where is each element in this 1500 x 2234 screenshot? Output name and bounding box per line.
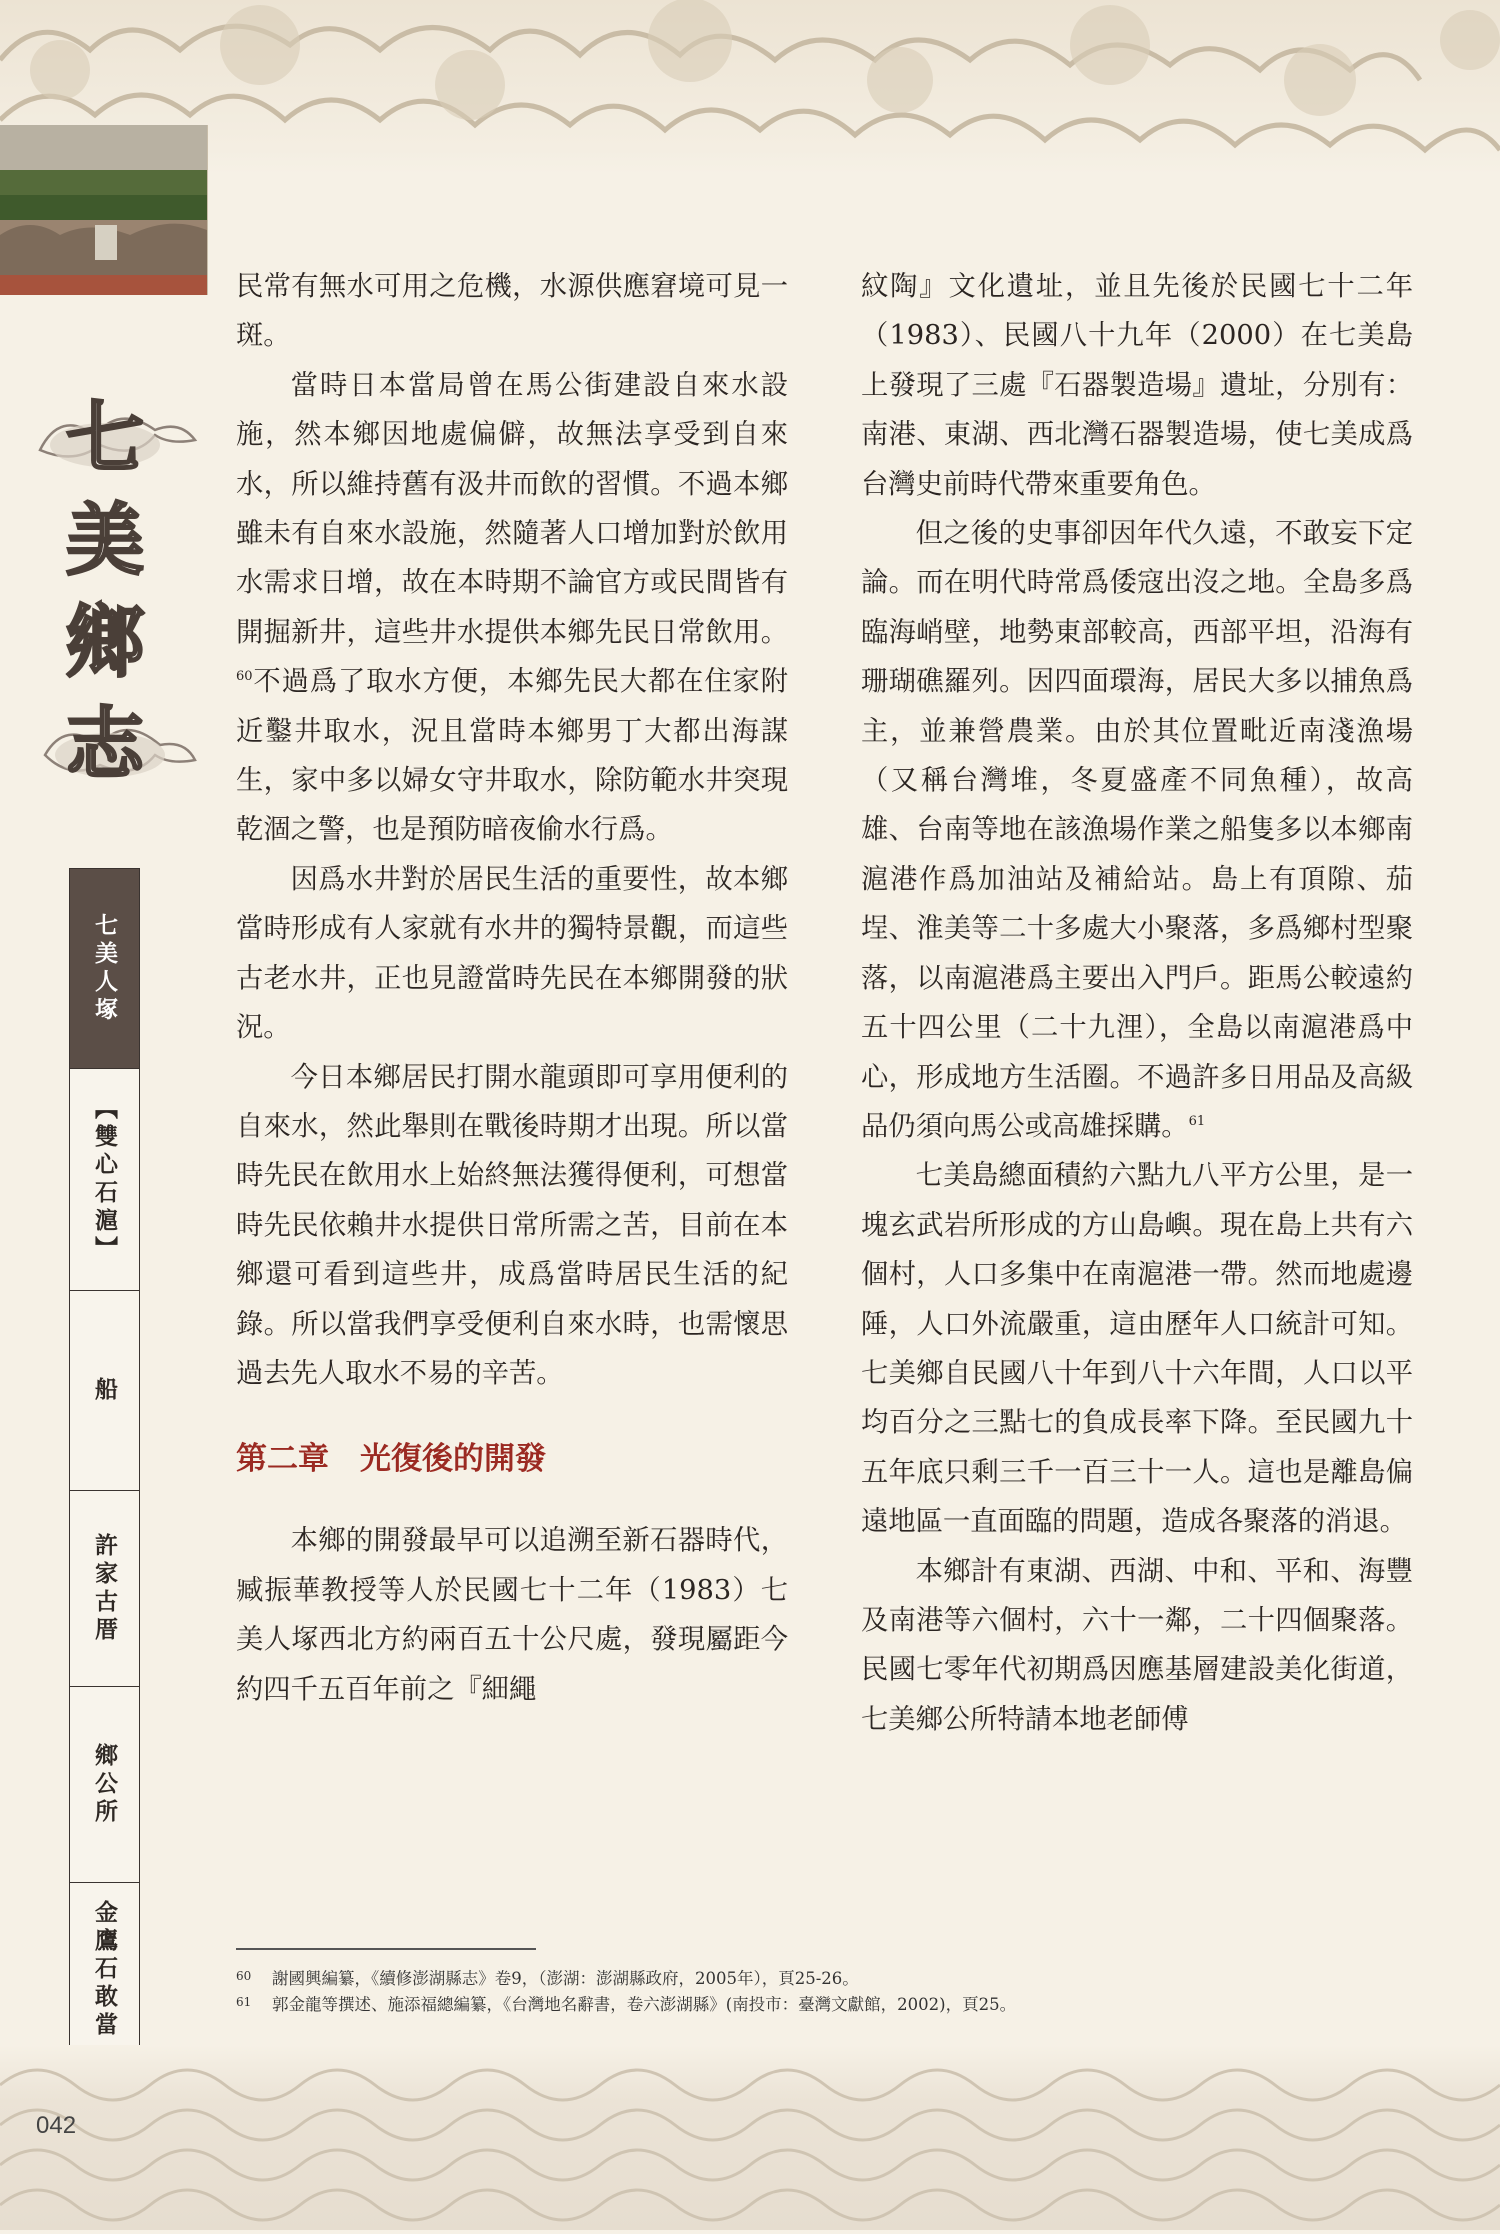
sidebar-item-label: 船 [91,1376,117,1405]
footnote-ref[interactable]: 61 [1188,1113,1206,1129]
sidebar-item-label: 金鷹石敢當 [91,1899,117,2040]
sidebar-item-label: 七美人塚 [91,912,117,1025]
footnote-divider [236,1948,536,1950]
footnotes [236,1966,1286,2018]
paragraph [236,361,788,855]
sidebar-item-boat[interactable] [70,1291,139,1491]
footnote-ref[interactable]: 60 [236,669,253,685]
sidebar-nav [69,868,140,2060]
paragraph-text: 不過爲了取水方便，本鄉先民大都在住家附近鑿井取水，況且當時本鄉男丁大都出海謀生，家中多以婦女守井取水，除防範水井突現乾涸之警，也是預防暗夜偷水行爲。 [236,666,788,846]
book-title-vertical [45,393,165,850]
page-number: 042 [36,2112,77,2139]
footnote-text: 謝國興編纂，《續修澎湖縣志》卷9，（澎湖：澎湖縣政府，2005年），頁25-26。 [272,1969,859,1988]
paragraph: 今日本鄉居民打開水龍頭即可享用便利的自來水，然此舉則在戰後時期才出現。所以當時先民在飲用水上始終無法獲得便利，可想當時先民依賴井水提供日常所需之苦，目前在本鄉還可看到這些井，成爲當時居民生活的紀錄。所以當我們享受便利自來水時，也需懷思過去先人取水不易的辛苦。 [236,1061,788,1389]
paragraph-text: 當時日本當局曾在馬公街建設自來水設施，然本鄉因地處偏僻，故無法享受到自來水，所以維持舊有汲井而飲的習慣。不過本鄉雖未有自來水設施，然隨著人口增加對於飲用水需求日增，故在本時期不論官方或民間皆有開掘新井，這些井水提供本鄉先民日常飲用。 [236,369,788,648]
sidebar-item-label: 【雙心石滬】 [91,1095,117,1264]
sidebar-item-qimei-tomb[interactable] [70,869,139,1069]
sidebar-item-label: 許家古厝 [91,1532,117,1645]
right-text-column [861,262,1413,1744]
landscape-photo [0,125,208,295]
footnote-text: 郭金龍等撰述、施添福總編纂，《台灣地名辭書，卷六澎湖縣》(南投市：臺灣文獻館，2002)，頁25。 [272,1995,1017,2014]
cloud-pattern-header [0,0,1500,175]
cloud-pattern-graphic [0,0,1500,175]
sidebar-item-township-office[interactable] [70,1687,139,1883]
paragraph: 因爲水井對於居民生活的重要性，故本鄉當時形成有人家就有水井的獨特景觀，而這些古老水井，正也見證當時先民在本鄉開發的狀況。 [236,863,788,1044]
paragraph: 民常有無水可用之危機，水源供應窘境可見一斑。 [236,271,788,352]
left-text-column [236,262,788,1714]
footnote: 60 謝國興編纂，《續修澎湖縣志》卷9，（澎湖：澎湖縣政府，2005年），頁25-26。 [236,1969,859,1988]
sidebar-item-twin-hearts[interactable] [70,1069,139,1291]
book-title-char: 七 [65,393,144,484]
paragraph: 本鄉計有東湖、西湖、中和、平和、海豐及南港等六個村，六十一鄰，二十四個聚落。民國七零年代初期爲因應基層建設美化街道，七美鄉公所特請本地老師傅 [861,1555,1413,1735]
chapter-heading: 第二章 光復後的開發 [236,1441,546,1478]
book-title-char: 志 [65,699,144,790]
paragraph: 紋陶』文化遺址，並且先後於民國七十二年（1983）、民國八十九年（2000）在七美島上發現了三處『石器製造場』遺址，分別有：南港、東湖、西北灣石器製造場，使七美成爲台灣史前時代帶來重要角色。 [861,271,1413,500]
sidebar-item-label: 鄉公所 [91,1742,117,1827]
book-title-char: 鄉 [65,597,144,688]
paragraph [861,509,1413,1151]
paragraph-text: 但之後的史事卻因年代久遠，不敢妄下定論。而在明代時常爲倭寇出沒之地。全島多爲臨海峭壁，地勢東部較高，西部平坦，沿海有珊瑚礁羅列。因四面環海，居民大多以捕魚爲主，並兼營農業。由於其位置毗近南淺漁場（又稱台灣堆，冬夏盛產不同魚種），故高雄、台南等地在該漁場作業之船隻多以本鄉南滬港作爲加油站及補給站。島上有頂隙、茄埕、淮美等二十多處大小聚落，多爲鄉村型聚落，以南滬港爲主要出入門戶。距馬公較遠約五十四公里（二十九浬），全島以南滬港爲中心，形成地方生活圈。不過許多日用品及高級品仍須向馬公或高雄採購。 [861,518,1413,1142]
paragraph: 七美島總面積約六點九八平方公里，是一塊玄武岩所形成的方山島嶼。現在島上共有六個村，人口多集中在南滬港一帶。然而地處邊陲，人口外流嚴重，這由歷年人口統計可知。七美鄉自民國八十年到八十六年間，人口以平均百分之三點七的負成長率下降。至民國九十五年底只剩三千一百三十一人。這也是離島偏遠地區一直面臨的問題，造成各聚落的消退。 [861,1160,1413,1538]
sidebar-item-hsu-house[interactable] [70,1491,139,1687]
footnote: 61 郭金龍等撰述、施添福總編纂，《台灣地名辭書，卷六澎湖縣》(南投市：臺灣文獻館，2002)，頁25。 [236,1995,1017,2014]
wave-pattern-graphic [0,2045,1500,2230]
wave-pattern-footer [0,2045,1500,2230]
sidebar-item-eagle-stone[interactable] [70,1883,139,2056]
book-title-char: 美 [65,495,144,586]
paragraph: 本鄉的開發最早可以追溯至新石器時代，臧振華教授等人於民國七十二年（1983）七美人塚西北方約兩百五十公尺處，發現屬距今約四千五百年前之『細繩 [236,1525,788,1705]
